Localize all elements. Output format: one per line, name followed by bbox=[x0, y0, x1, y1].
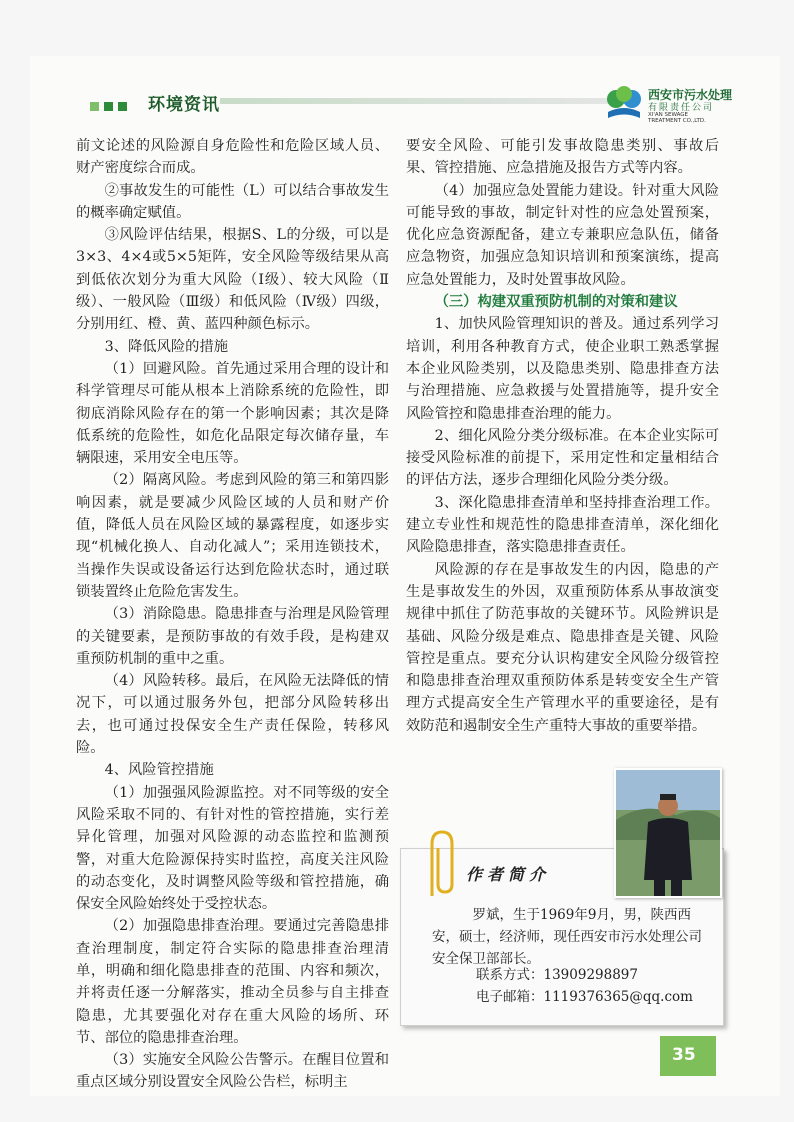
logo-english-line1: XI'AN SEWAGE bbox=[648, 112, 689, 118]
section-heading: （三）构建双重预防机制的对策和建议 bbox=[434, 294, 678, 311]
header-divider-bar bbox=[220, 98, 640, 104]
paragraph: 要安全风险、可能引发事故隐患类别、事故后果、管控措施、应急措施及报告方式等内容。 bbox=[406, 138, 719, 177]
paragraph: （2）加强隐患排查治理。要通过完善隐患排查治理制度，制定符合实际的隐患排查治理清单，明确和细化隐患排查的范围、内容和频次，并将责任逐一分解落实，推动全员参与自主排查隐患，尤其要强化对存在重大风险的场所、环节、部位的隐患排查治理。 bbox=[76, 918, 389, 1046]
paragraph: （3）实施安全风险公告警示。在醒目位置和重点区域分别设置安全风险公告栏，标明主 bbox=[76, 1052, 389, 1091]
author-portrait-image bbox=[616, 770, 720, 896]
author-bio: 罗斌，生于1969年9月，男，陕西西安，硕士，经济师，现任西安市污水处理公司安全保卫部部长。 bbox=[432, 907, 702, 967]
author-photo bbox=[614, 768, 722, 898]
header-square bbox=[104, 102, 113, 111]
paragraph: （2）隔离风险。考虑到风险的第三和第四影响因素，就是要减少风险区域的人员和财产价值，降低人员在风险区域的暴露程度，如逐步实现“机械化换人、自动化减人”；采用连锁技术，当操作失误或设备运行达到危险状态时，通过联锁装置终止危险危害发生。 bbox=[76, 472, 389, 600]
author-phone: 联系方式：13909298897 bbox=[476, 967, 638, 983]
paragraph: （4）风险转移。最后，在风险无法降低的情况下，可以通过服务外包，把部分风险转移出去，也可通过投保安全生产责任保险，转移风险。 bbox=[76, 673, 389, 757]
paragraph: （3）消除隐患。隐患排查与治理是风险管理的关键要素，是预防事故的有效手段，是构建双重预防机制的重中之重。 bbox=[76, 606, 389, 667]
paragraph: 3、深化隐患排查清单和坚持排查治理工作。建立专业性和规范性的隐患排查清单，深化细化风险隐患排查，落实隐患排查责任。 bbox=[406, 494, 719, 556]
subheading: 4、风险管控措施 bbox=[104, 762, 214, 779]
header-square bbox=[118, 102, 127, 111]
page-number: 35 bbox=[672, 1045, 696, 1065]
paragraph: 前文论述的风险源自身危险性和危险区域人员、财产密度综合而成。 bbox=[76, 138, 389, 177]
paragraph: （1）加强强风险源监控。对不同等级的安全风险采取不同的、有针对性的管控措施，实行差异化管理，加强对风险源的动态监控和监测预警，对重大危险源保持实时监控，高度关注风险的动态变化，及时调整风险等级和管控措施，确保安全风险始终处于受控状态。 bbox=[76, 784, 389, 913]
paragraph: ③风险评估结果，根据S、L的分级，可以是3×3、4×4或5×5矩阵，安全风险等级结果从高到低依次划分为重大风险（Ⅰ级）、较大风险（Ⅱ级）、一般风险（Ⅲ级）和低风险（Ⅳ级）四级，分别用红、橙、黄、蓝四种颜色标示。 bbox=[76, 227, 389, 333]
paragraph: 2、细化风险分类分级标准。在本企业实际可接受风险标准的前提下，采用定性和定量相结合的评估方法，逐步合理细化风险分类分级。 bbox=[406, 427, 719, 489]
logo-name-line2: 有限责任公司 bbox=[648, 103, 715, 113]
author-email: 电子邮箱：1119376365@qq.com bbox=[476, 989, 693, 1005]
paragraph: （1）回避风险。首先通过采用合理的设计和科学管理尽可能从根本上消除系统的危险性，即彻底消除风险存在的第一个影响因素；其次是降低系统的危险性，如危化品限定每次储存量，车辆限速，采用安全电压等。 bbox=[76, 360, 389, 467]
header-squares bbox=[90, 96, 132, 115]
paragraph: 1、加快风险管理知识的普及。通过系列学习培训，利用各种教育方式，使企业职工熟悉掌握本企业风险类别，以及隐患类别、隐患排查方法与治理措施、应急救援与处置措施等，提升安全风险管控和隐患排查治理的能力。 bbox=[406, 316, 719, 422]
paperclip-icon bbox=[420, 826, 460, 906]
header-square bbox=[90, 102, 99, 111]
paragraph: ②事故发生的可能性（L）可以结合事故发生的概率确定赋值。 bbox=[76, 182, 389, 221]
left-column bbox=[76, 135, 389, 1094]
author-box-title: 作者简介 bbox=[466, 865, 551, 884]
page-number-tab bbox=[660, 1036, 716, 1076]
logo-english-name bbox=[648, 112, 706, 124]
paragraph: （4）加强应急处置能力建设。针对重大风险可能导致的事故，制定针对性的应急处置预案，优化应急资源配备，建立专兼职应急队伍，储备应急物资，加强应急知识培训和预案演练，提高应急处置能力，及时处置事故风险。 bbox=[406, 182, 719, 288]
right-column bbox=[406, 135, 719, 737]
logo-english-line2: TREATMENT CO.,LTD. bbox=[648, 118, 706, 124]
company-logo bbox=[604, 84, 764, 124]
author-contact bbox=[476, 964, 693, 1008]
logo-name-line1: 西安市污水处理 bbox=[648, 88, 733, 102]
paragraph: 风险源的存在是事故发生的内因，隐患的产生是事故发生的外因，双重预防体系从事故演变规律中抓住了防范事故的关键环节。风险辨识是基础、风险分级是难点、隐患排查是关键、风险管控是重点。要充分认识构建安全风险分级管控和隐患排查治理双重预防体系是转变安全生产管理方式提高安全生产管理水平的重要途径，是有效防范和遏制安全生产重特大事故的重要举措。 bbox=[406, 561, 719, 734]
logo-icon bbox=[604, 84, 644, 124]
subheading: 3、降低风险的措施 bbox=[104, 338, 229, 355]
section-title: 环境资讯 bbox=[148, 95, 220, 115]
